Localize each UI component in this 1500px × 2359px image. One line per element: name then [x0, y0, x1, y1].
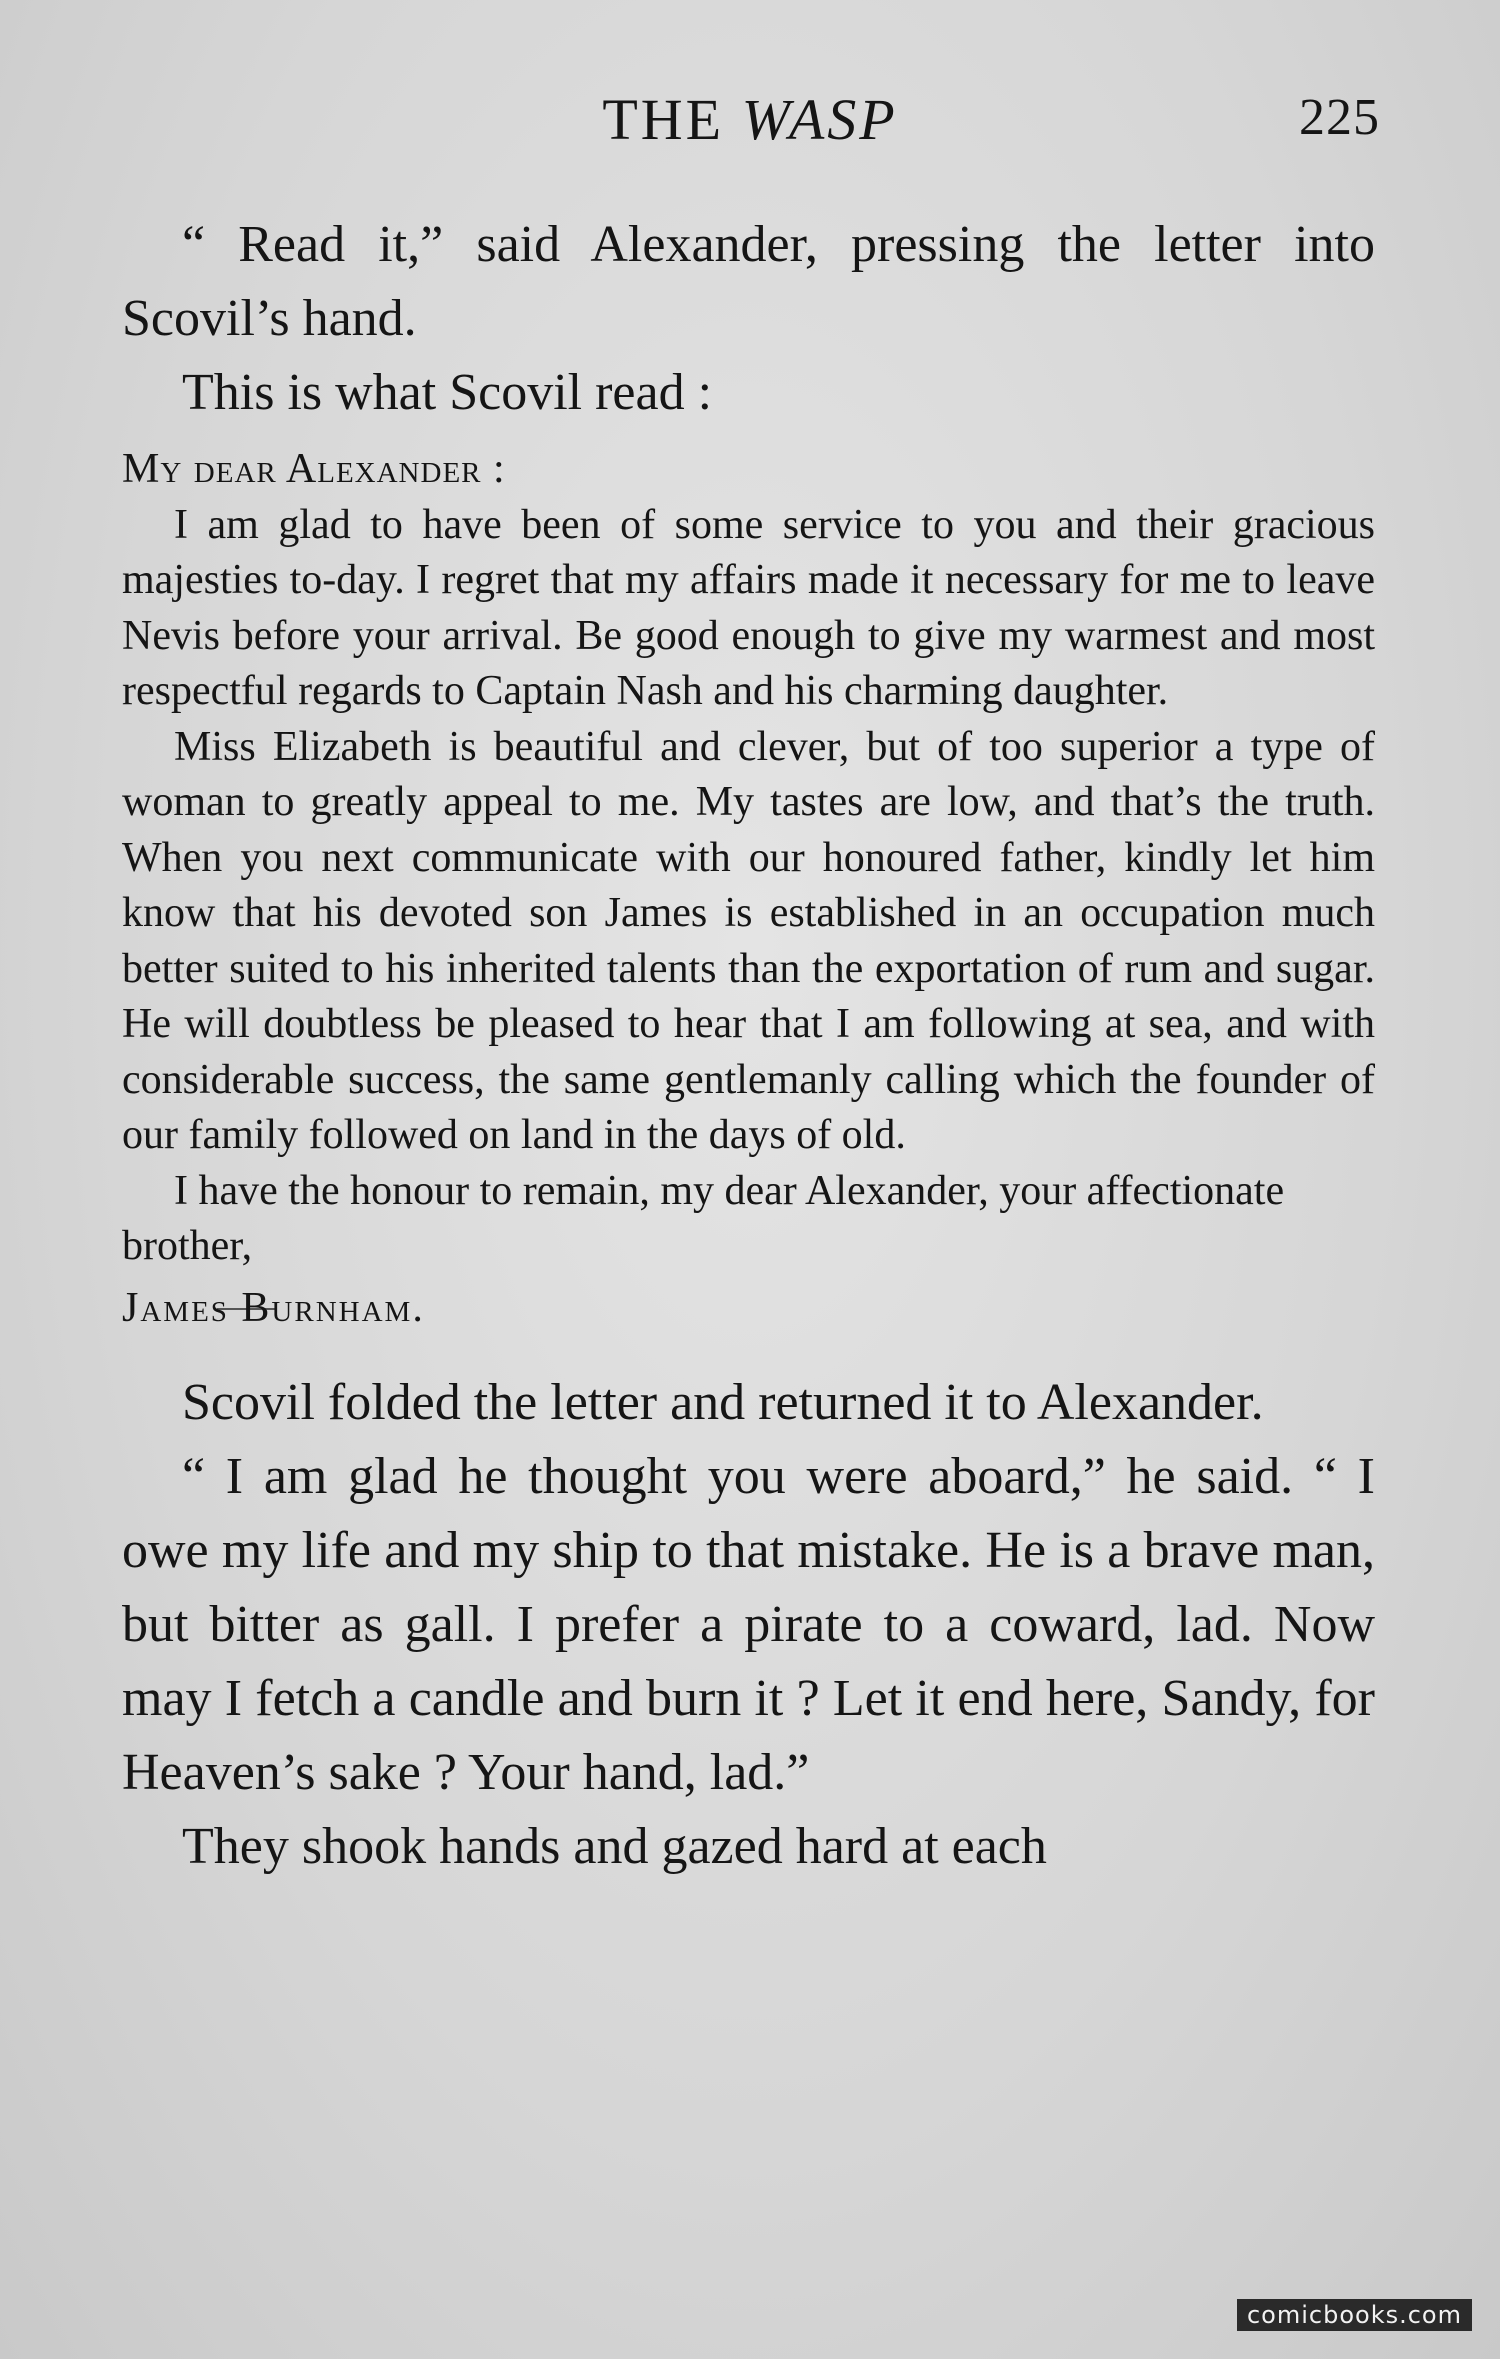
letter-paragraph: Miss Elizabeth is beautiful and clever, but of too superior a type of woman to greatly appeal to me. My tastes are low, and that’s the truth. When you next communicate with our honoured father, kindly let him know that his devoted son James is established in an occupation much better suited to his inherited talents than the exportation of rum and sugar. He will doubtless be pleased to hear that I am following at sea, and with considerable success, the same gentlemanly calling which the founder of our family followed on land in the days of old. [122, 723, 1375, 1158]
site-watermark: comicbooks.com [1237, 2299, 1472, 2331]
paragraph: This is what Scovil read : [182, 364, 713, 421]
running-header [120, 86, 1380, 156]
running-title-italic: WASP [741, 87, 898, 152]
page-number: 225 [1299, 89, 1380, 146]
running-title-prefix: THE [602, 87, 742, 152]
paragraph: They shook hands and gazed hard at each [182, 1818, 1047, 1875]
letter-paragraph: I have the honour to remain, my dear Alexander, your affectionate brother, [122, 1167, 1285, 1269]
paragraph: “ I am glad he thought you were aboard,” he said. “ I owe my life and my ship to that mistake. He is a brave man, but bitter as gall. I prefer a pirate to a coward, lad. Now may I fetch a candle and burn it ? Let it end here, Sandy, for Heaven’s sake ? Your hand, lad.” [122, 1448, 1375, 1801]
letter-signature: James Burnham. [122, 1284, 425, 1331]
running-title [120, 86, 1380, 153]
letter-paragraph: I am glad to have been of some service to you and their gracious majesties to-day. I regret that my affairs made it necessary for me to leave Nevis before your arrival. Be good enough to give my warmest and most respectful regards to Captain Nash and his charming daughter. [122, 501, 1375, 714]
paragraph: Scovil folded the letter and returned it to Alexander. [182, 1374, 1264, 1431]
paragraph: “ Read it,” said Alexander, pressing the letter into Scovil’s hand. [122, 216, 1375, 347]
narrative-continuation [122, 1366, 1375, 1884]
quoted-letter [122, 442, 1375, 1331]
letter-salutation: My dear Alexander : [122, 446, 506, 492]
body-text [122, 208, 1375, 1884]
